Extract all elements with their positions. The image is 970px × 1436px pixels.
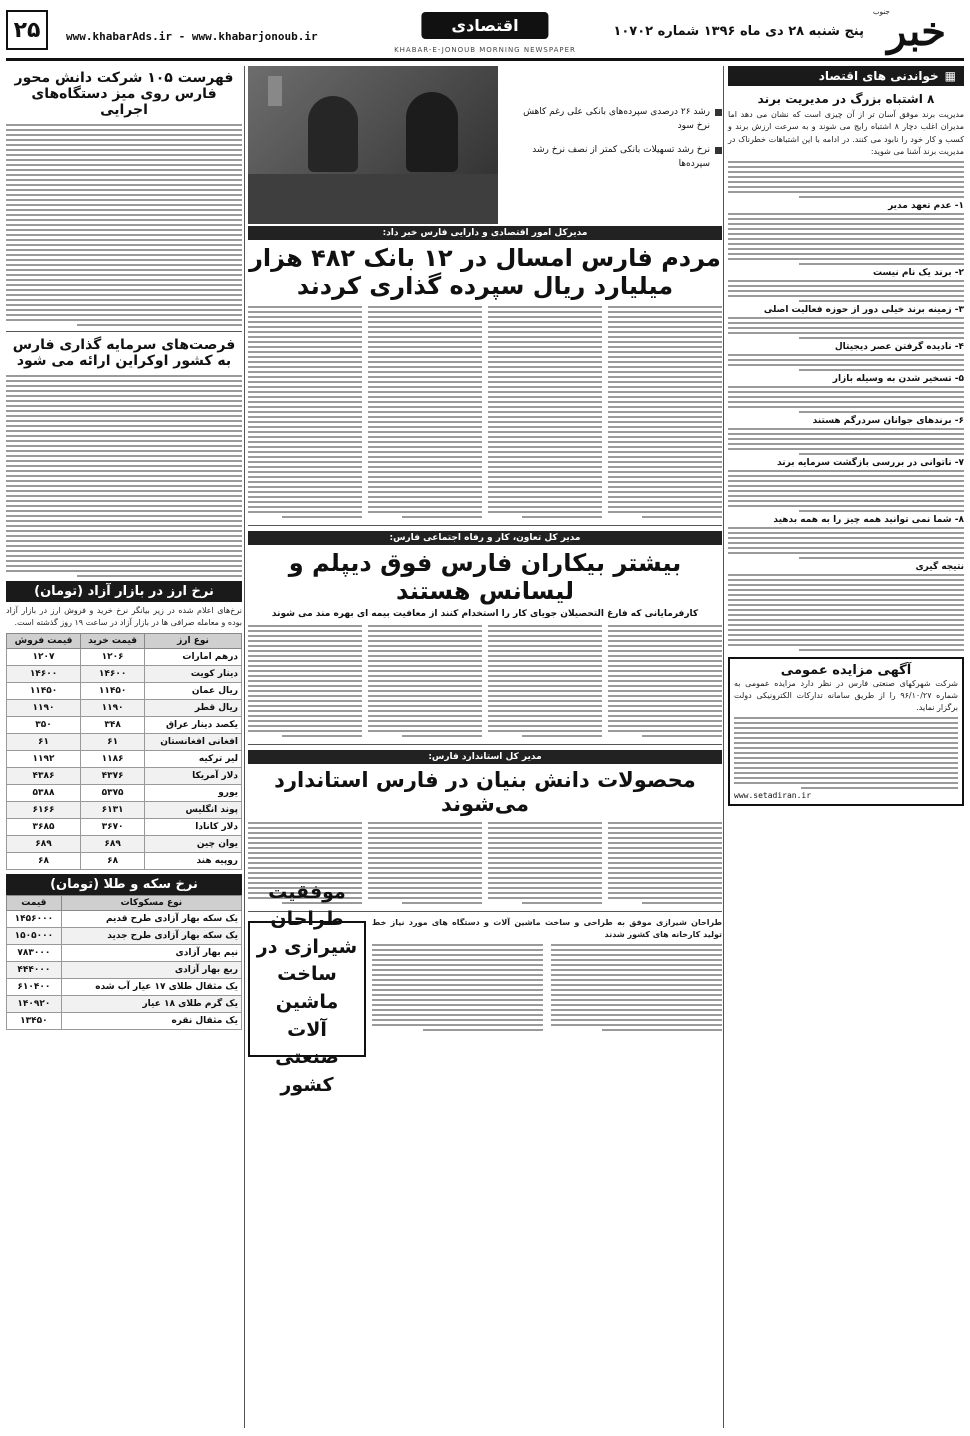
page-number: ۲۵ <box>6 10 48 50</box>
brand-item: ۵- تسخیر شدن به وسیله بازار <box>832 373 964 384</box>
logo-sub: جنوب <box>873 8 890 16</box>
auction-ad-url[interactable]: www.setadiran.ir <box>734 790 812 800</box>
table-cell: ۱۲۰۶ <box>81 648 145 665</box>
currency-rates-intro: نرخ‌های اعلام شده در زیر بیانگر نرخ خرید و فروش ارز در بازار آزاد بوده و معامله صرافی ها در بازار آزاد در ساعت ۱۹ روز گذشته است. <box>6 606 242 628</box>
coin-rates-title: نرخ سکه و طلا (تومان) <box>6 874 242 895</box>
table-cell: یکصد دینار عراق <box>145 716 242 733</box>
table-cell: ۳۵۰ <box>7 716 81 733</box>
brand-story-intro: مدیریت برند موفق آسان تر از آن چیزی است که نشان می دهد اما مدیران اغلب دچار ۸ اشتباه رایج می شوند و به سرعت ارزش برند و کسب و کار خود را نابود می کنند. در ادامه با این اشتباهات خطرناک در مدیریت برند آشنا می شوید: <box>728 110 964 157</box>
table-cell: ۱۴۵۶۰۰۰ <box>7 910 62 927</box>
third-kicker: مدیر کل استاندارد فارس: <box>248 750 722 764</box>
table-cell: ۶۸ <box>81 852 145 869</box>
table-row <box>7 784 242 801</box>
person-figure <box>406 92 458 172</box>
second-lede: کارفرمایانی که فارغ التحصیلان جویای کار را استخدام کنند از معافیت بیمه ای بهره مند می شوند <box>271 609 699 619</box>
table-cell: یک سکه بهار آزادی طرح جدید <box>61 927 241 944</box>
table-cell: دینار کویت <box>145 665 242 682</box>
table-cell: ۴۴۴۰۰۰ <box>7 961 62 978</box>
currency-rates-table <box>6 633 242 870</box>
table-cell: ۱۵۰۵۰۰۰ <box>7 927 62 944</box>
table-cell: یک مثقال طلای ۱۷ عیار آب شده <box>61 978 241 995</box>
table-row <box>7 978 242 995</box>
table-row <box>7 648 242 665</box>
header-rule <box>6 58 964 61</box>
currency-rates-title: نرخ ارز در بازار آزاد (تومان) <box>6 581 242 602</box>
table-cell: ۵۳۸۸ <box>7 784 81 801</box>
table-cell: لیر ترکیه <box>145 750 242 767</box>
table-cell: ۳۶۷۰ <box>81 818 145 835</box>
third-headline: محصولات دانش بنیان در فارس استاندارد می‌شوند <box>274 768 696 816</box>
table-cell: دلار کانادا <box>145 818 242 835</box>
success-lede: طراحان شیرازی موفق به طراحی و ساخت ماشین آلات و دستگاه های مورد نیاز خط تولید کارخانه های کشور شدند <box>372 918 722 940</box>
col-header: قیمت فروش <box>7 633 81 648</box>
table-cell: ۱۴۶۰۰ <box>7 665 81 682</box>
lead-bullets <box>512 106 722 182</box>
table-cell: ریال قطر <box>145 699 242 716</box>
table-cell: ۶۱۳۱ <box>81 801 145 818</box>
table-cell: روپیه هند <box>145 852 242 869</box>
table-cell: ۱۱۹۰ <box>81 699 145 716</box>
column-divider <box>244 66 245 1428</box>
knowledge-companies-headline: فهرست ۱۰۵ شرکت دانش محور فارس روی میز دستگاه‌های اجرایی <box>14 70 234 118</box>
second-headline: بیشتر بیکاران فارس فوق دیپلم و لیسانس هستند <box>288 549 682 605</box>
lead-bullet: نرخ رشد تسهیلات بانکی کمتر از نصف نرخ رشد سپرده‌ها <box>512 144 722 172</box>
table-cell: یورو <box>145 784 242 801</box>
section-title: اقتصادی <box>421 12 548 39</box>
table-cell: ۵۳۷۵ <box>81 784 145 801</box>
col-header: نوع ارز <box>145 633 242 648</box>
text-lines <box>728 161 964 198</box>
lead-story-top <box>248 66 722 226</box>
masthead-strap: KHABAR-E-JONOUB MORNING NEWSPAPER <box>394 46 576 54</box>
second-body <box>248 623 722 739</box>
success-headline: موفقیت طراحان شیرازی در ساخت ماشین آلات صنعتی کشور <box>256 880 358 1096</box>
table-cell: ۱۱۹۰ <box>7 699 81 716</box>
success-headline-box <box>248 880 366 1096</box>
site-urls[interactable]: www.khabarAds.ir - www.khabarjonoub.ir <box>66 30 318 43</box>
table-row <box>7 818 242 835</box>
flag-shape <box>268 76 282 106</box>
brand-item: ۳- زمینه برند خیلی دور از حوزه فعالیت اصلی <box>763 304 964 315</box>
brand-story-title: ۸ اشتباه بزرگ در مدیریت برند <box>757 92 935 106</box>
table-cell: ۱۱۹۲ <box>7 750 81 767</box>
book-icon: ▦ <box>944 69 956 83</box>
middle-column <box>248 66 722 1428</box>
table-row <box>7 944 242 961</box>
col-header: نوع مسکوکات <box>61 895 241 910</box>
table-row <box>7 733 242 750</box>
table-row <box>7 801 242 818</box>
table-row <box>7 910 242 927</box>
table-cell: یوان چین <box>145 835 242 852</box>
auction-ad-body: شرکت شهرکهای صنعتی فارس در نظر دارد مزایده عمومی به شماره ۹۶/۱۰/۲۷ را از طریق سامانه تدارکات الکترونیکی دولت برگزار نماید. <box>734 678 958 713</box>
auction-ad <box>728 657 964 806</box>
table-cell: ۴۳۷۶ <box>81 767 145 784</box>
table-row <box>7 995 242 1012</box>
left-column <box>6 66 242 1428</box>
table-row <box>7 961 242 978</box>
table-row <box>7 699 242 716</box>
table-cell: ریال عمان <box>145 682 242 699</box>
table-cell: یک مثقال نقره <box>61 1012 241 1029</box>
table-row <box>7 716 242 733</box>
table-cell: دلار آمریکا <box>145 767 242 784</box>
table-cell: ۱۳۴۵۰ <box>7 1012 62 1029</box>
table-cell: ۱۱۴۵۰ <box>7 682 81 699</box>
table-cell: ربع بهار آزادی <box>61 961 241 978</box>
table-cell: ۱۱۸۶ <box>81 750 145 767</box>
brand-item: ۶- برندهای جوانان سردرگم هستند <box>812 415 964 426</box>
coin-rates-table <box>6 895 242 1030</box>
table-row <box>7 852 242 869</box>
table-cell: ۶۸۹ <box>81 835 145 852</box>
table-cell: ۶۸۹ <box>7 835 81 852</box>
auction-ad-title: آگهی مزایده عمومی <box>780 662 912 678</box>
table-row <box>7 682 242 699</box>
table-row <box>7 750 242 767</box>
officials-photo <box>248 66 498 224</box>
brand-item: ۲- برند یک نام نیست <box>872 267 964 278</box>
table-cell: ۳۶۸۵ <box>7 818 81 835</box>
table-row <box>7 835 242 852</box>
newspaper-logo: خبر جنوب <box>873 7 946 55</box>
table-cell: ۶۱ <box>7 733 81 750</box>
lead-headline: مردم فارس امسال در ۱۲ بانک ۴۸۲ هزار میلیارد ریال سپرده گذاری کردند <box>249 244 721 300</box>
table-row <box>7 927 242 944</box>
lead-body <box>248 304 722 520</box>
table-cell: ۶۸ <box>7 852 81 869</box>
brand-item: ۷- ناتوانی در بررسی بازگشت سرمایه برند <box>777 457 964 468</box>
table-cell: ۱۴۰۹۲۰ <box>7 995 62 1012</box>
success-story <box>248 880 722 1096</box>
ukraine-headline: فرصت‌های سرمایه گذاری فارس به کشور اوکراین ارائه می شود <box>12 337 236 369</box>
table-cell: افغانی افغانستان <box>145 733 242 750</box>
lead-kicker: مدیرکل امور اقتصادی و دارایی فارس خبر داد: <box>248 226 722 240</box>
table-row <box>7 1012 242 1029</box>
issue-date: پنج شنبه ۲۸ دی ماه ۱۳۹۶ شماره ۱۰۷۰۲ <box>613 24 864 39</box>
table-row <box>7 767 242 784</box>
table-cell: ۶۱۶۶ <box>7 801 81 818</box>
table-cell: ۶۱۰۴۰۰ <box>7 978 62 995</box>
table-row <box>7 665 242 682</box>
table-cell: یک گرم طلای ۱۸ عیار <box>61 995 241 1012</box>
table-cell: ۱۱۴۵۰ <box>81 682 145 699</box>
brand-item: نتیجه گیری <box>915 561 964 572</box>
right-column <box>728 66 964 1428</box>
table-cell: ۱۲۰۷ <box>7 648 81 665</box>
col-header: قیمت خرید <box>81 633 145 648</box>
reading-box-title: ▦ خواندنی های اقتصاد <box>728 66 964 86</box>
table-cell: ۷۸۳۰۰۰ <box>7 944 62 961</box>
table-cell: ۱۴۶۰۰ <box>81 665 145 682</box>
column-divider <box>723 66 724 1428</box>
second-kicker: مدیر کل تعاون، کار و رفاه اجتماعی فارس: <box>248 531 722 545</box>
table-cell: پوند انگلیس <box>145 801 242 818</box>
table-cell: درهم امارات <box>145 648 242 665</box>
brand-item: ۱- عدم تعهد مدیر <box>888 200 964 211</box>
table-cell: ۴۳۸۶ <box>7 767 81 784</box>
table-cell: نیم بهار آزادی <box>61 944 241 961</box>
table-cell: یک سکه بهار آزادی طرح قدیم <box>61 910 241 927</box>
brand-item: ۸- شما نمی توانید همه چیز را به همه بدهید <box>773 514 964 525</box>
table-cell: ۳۴۸ <box>81 716 145 733</box>
brand-item: ۴- نادیده گرفتن عصر دیجیتال <box>834 341 964 352</box>
lead-bullet: رشد ۲۶ درصدی سپرده‌های بانکی علی رغم کاهش نرخ سود <box>512 106 722 134</box>
table-cell: ۶۱ <box>81 733 145 750</box>
person-figure <box>308 96 358 172</box>
col-header: قیمت <box>7 895 62 910</box>
